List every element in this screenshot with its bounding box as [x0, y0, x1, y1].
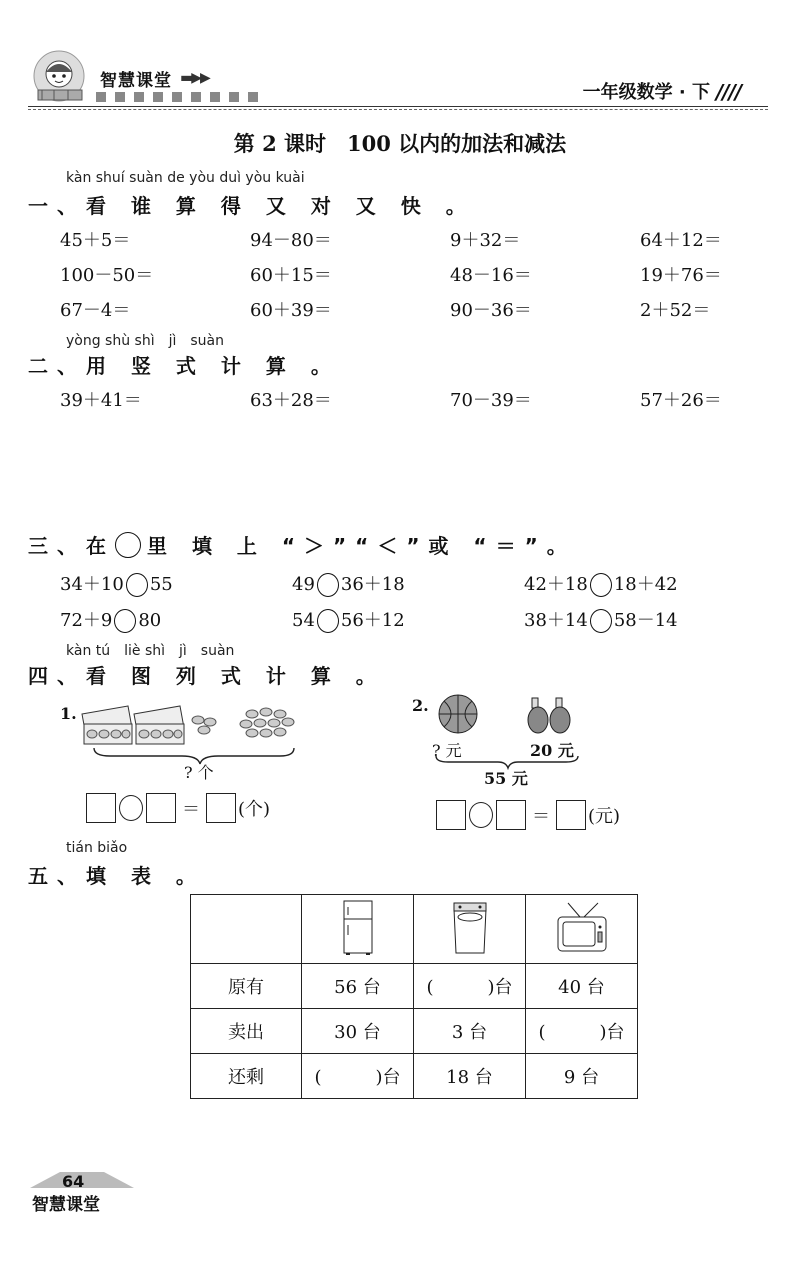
problem2-total: 55 元 — [484, 769, 528, 788]
header-subject: 一年级数学 · 下 — [582, 82, 710, 103]
compare-item: 38＋14 58－14 — [524, 610, 678, 631]
basketball-icon — [436, 692, 480, 740]
table-cell: 3 台 — [414, 1009, 526, 1054]
problem1-number: 1. — [60, 704, 77, 723]
section5-title: 五、填 表 。 — [28, 864, 205, 888]
table-cell: 40 台 — [526, 964, 638, 1009]
table-corner — [191, 895, 302, 964]
answer-box[interactable] — [496, 800, 526, 830]
section1-title: 一、看 谁 算 得 又 对 又 快 。 — [28, 194, 475, 218]
problem1-equation: ＝ (个) — [86, 793, 270, 823]
row-header: 卖出 — [191, 1009, 302, 1054]
section4-title: 四、看 图 列 式 计 算 。 — [28, 664, 385, 688]
section1-pinyin: kàn shuí suàn de yòu duì yòu kuài — [66, 170, 305, 186]
compare-circle[interactable] — [114, 609, 136, 633]
calc-item: 2＋52＝ — [640, 300, 711, 321]
unit-label: (元) — [588, 806, 621, 827]
calc-item: 48－16＝ — [450, 265, 532, 286]
calc-item: 9＋32＝ — [450, 230, 521, 251]
answer-box[interactable] — [206, 793, 236, 823]
calc-item: 67－4＝ — [60, 300, 131, 321]
stripes-icon: //// — [716, 80, 742, 104]
compare-circle[interactable] — [317, 573, 339, 597]
washing-machine-icon — [414, 895, 526, 964]
section3-title-part2: 里 填 上 “＞”“＜”或 “＝”。 — [147, 534, 576, 558]
television-icon — [526, 895, 638, 964]
page-number: 64 — [62, 1172, 85, 1191]
ping-pong-paddles-icon — [526, 696, 574, 740]
operator-circle[interactable] — [119, 795, 143, 821]
row-header: 原有 — [191, 964, 302, 1009]
footer-brand: 智慧课堂 — [32, 1195, 100, 1215]
compare-item: 42＋18 18＋42 — [524, 574, 678, 595]
table-cell: 18 台 — [414, 1054, 526, 1099]
header-brand: 智慧课堂 — [100, 71, 172, 91]
compare-item: 54 56＋12 — [292, 610, 405, 631]
problem2-number: 2. — [412, 696, 429, 715]
compare-item: 72＋9 80 — [60, 610, 162, 631]
mascot-logo — [24, 50, 94, 106]
answer-box[interactable] — [556, 800, 586, 830]
header-decoration — [96, 92, 258, 102]
problem2-unknown-price: ? 元 — [432, 741, 462, 760]
section2-title: 二、用 竖 式 计 算 。 — [28, 354, 340, 378]
compare-circle[interactable] — [590, 573, 612, 597]
problem2-equation: ＝ (元) — [436, 800, 620, 830]
arrows-icon: ▬▶▶ — [180, 70, 209, 86]
row-header: 还剩 — [191, 1054, 302, 1099]
section3-title — [28, 530, 576, 559]
answer-box[interactable] — [146, 793, 176, 823]
compare-circle[interactable] — [590, 609, 612, 633]
compare-item: 34＋10 55 — [60, 574, 173, 595]
fill-table — [190, 894, 638, 1099]
section5-pinyin: tián biǎo — [66, 840, 128, 856]
operator-circle[interactable] — [469, 802, 493, 828]
vertical-calc-item: 39＋41＝ — [60, 390, 142, 411]
section4-pinyin: kàn tú liè shì jì suàn — [66, 643, 235, 659]
table-cell: 9 台 — [526, 1054, 638, 1099]
calc-item: 90－36＝ — [450, 300, 532, 321]
refrigerator-icon — [302, 895, 414, 964]
calc-item: 60＋39＝ — [250, 300, 332, 321]
circle-icon — [115, 532, 141, 558]
table-cell: 56 台 — [302, 964, 414, 1009]
calc-item: 64＋12＝ — [640, 230, 722, 251]
table-cell[interactable]: ( )台 — [414, 964, 526, 1009]
compare-circle[interactable] — [317, 609, 339, 633]
answer-box[interactable] — [86, 793, 116, 823]
section2-pinyin: yòng shù shì jì suàn — [66, 333, 225, 349]
calc-item: 94－80＝ — [250, 230, 332, 251]
vertical-calc-item: 63＋28＝ — [250, 390, 332, 411]
compare-item: 49 36＋18 — [292, 574, 405, 595]
vertical-calc-item: 57＋26＝ — [640, 390, 722, 411]
vertical-calc-item: 70－39＝ — [450, 390, 532, 411]
answer-box[interactable] — [436, 800, 466, 830]
calc-item: 19＋76＝ — [640, 265, 722, 286]
section3-title-part1: 三、在 — [28, 534, 115, 558]
table-cell: 30 台 — [302, 1009, 414, 1054]
compare-circle[interactable] — [126, 573, 148, 597]
lesson-title: 第 2 课时 100 以内的加法和减法 — [233, 131, 567, 156]
calc-item: 100－50＝ — [60, 265, 154, 286]
unit-label: (个) — [238, 799, 271, 820]
table-cell[interactable]: ( )台 — [302, 1054, 414, 1099]
calc-item: 45＋5＝ — [60, 230, 131, 251]
problem1-question-label: ? 个 — [184, 763, 214, 782]
table-cell[interactable]: ( )台 — [526, 1009, 638, 1054]
header-divider — [28, 106, 768, 110]
problem2-paddle-price: 20 元 — [530, 741, 574, 760]
calc-item: 60＋15＝ — [250, 265, 332, 286]
